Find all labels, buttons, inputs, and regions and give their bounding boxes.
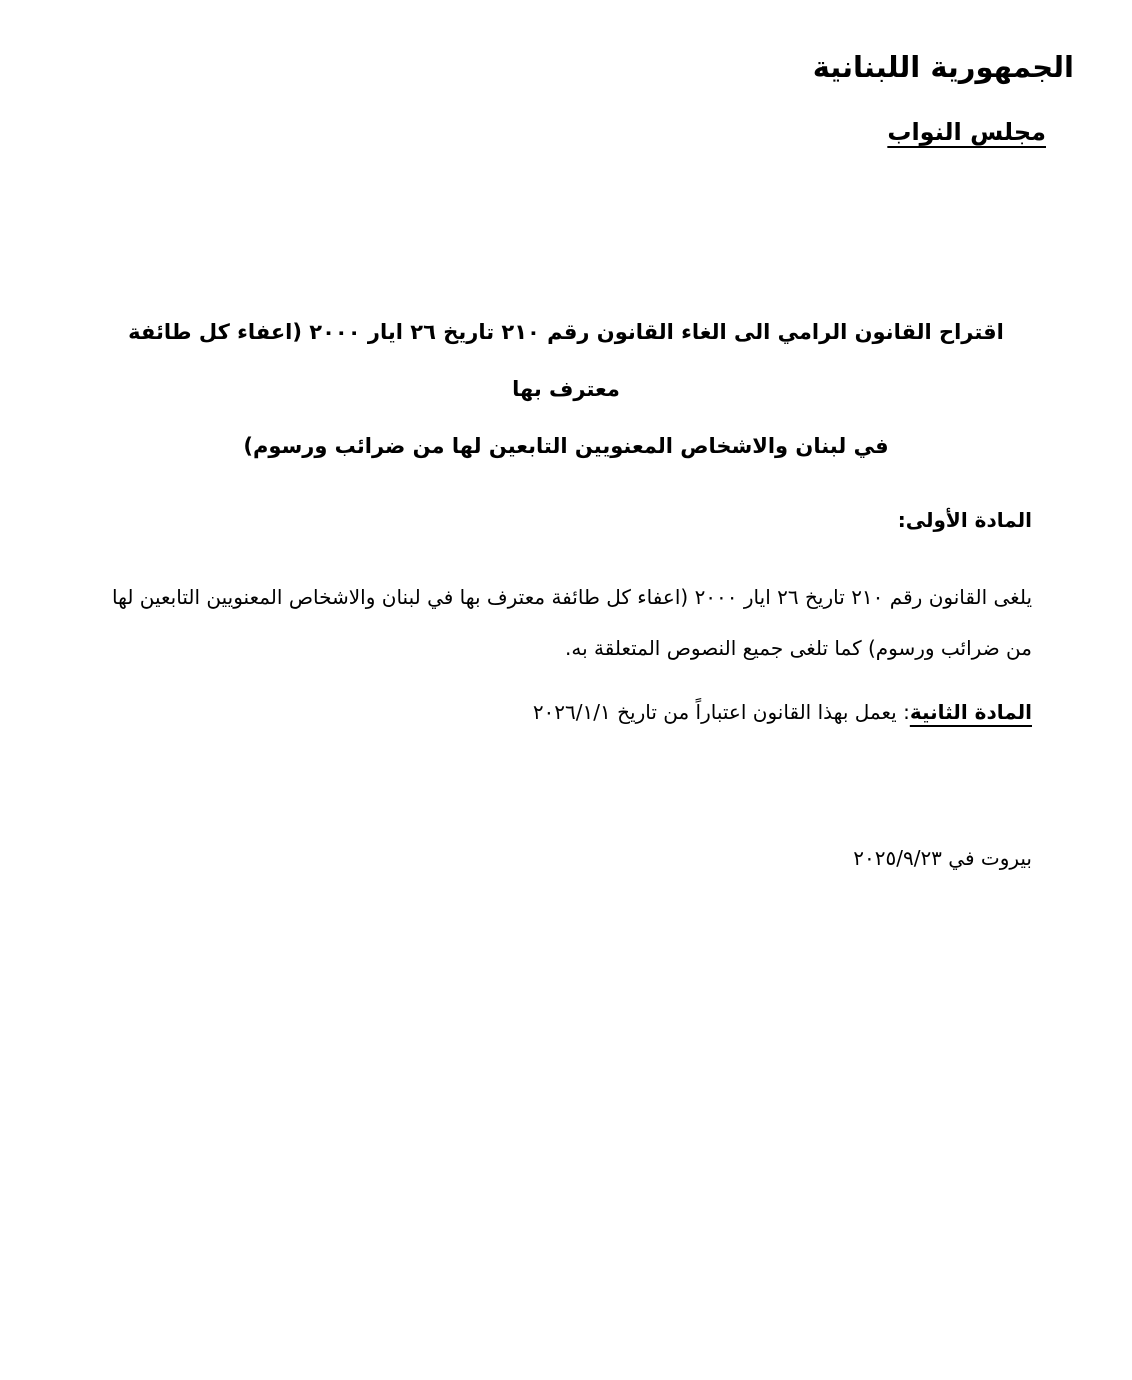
article-two	[533, 700, 1032, 724]
article-two-colon: :	[903, 700, 910, 724]
article-one-body: يلغى القانون رقم ٢١٠ تاريخ ٢٦ ايار ٢٠٠٠ (اعفاء كل طائفة معترف بها في لبنان والاشخاص المعنويين التابعين لها من ضرائب ورسوم) كما تلغى جميع النصوص المتعلقة به.	[112, 585, 1033, 660]
article-two-heading: المادة الثانية	[909, 700, 1032, 724]
republic-title: الجمهورية اللبنانية	[812, 50, 1074, 84]
council-title: مجلس النواب	[887, 118, 1046, 146]
proposal-title	[112, 304, 1020, 475]
proposal-title-line-2: في لبنان والاشخاص المعنويين التابعين لها من ضرائب ورسوم)	[243, 434, 889, 458]
article-one-heading: المادة الأولى:	[897, 508, 1032, 532]
place-date: بيروت في ٢٠٢٥/٩/٢٣	[853, 846, 1032, 870]
proposal-title-line-1: اقتراح القانون الرامي الى الغاء القانون رقم ٢١٠ تاريخ ٢٦ ايار ٢٠٠٠ (اعفاء كل طائفة معترف بها	[128, 320, 1004, 401]
article-two-body: يعمل بهذا القانون اعتباراً من تاريخ ٢٠٢٦/١/١	[532, 700, 904, 724]
